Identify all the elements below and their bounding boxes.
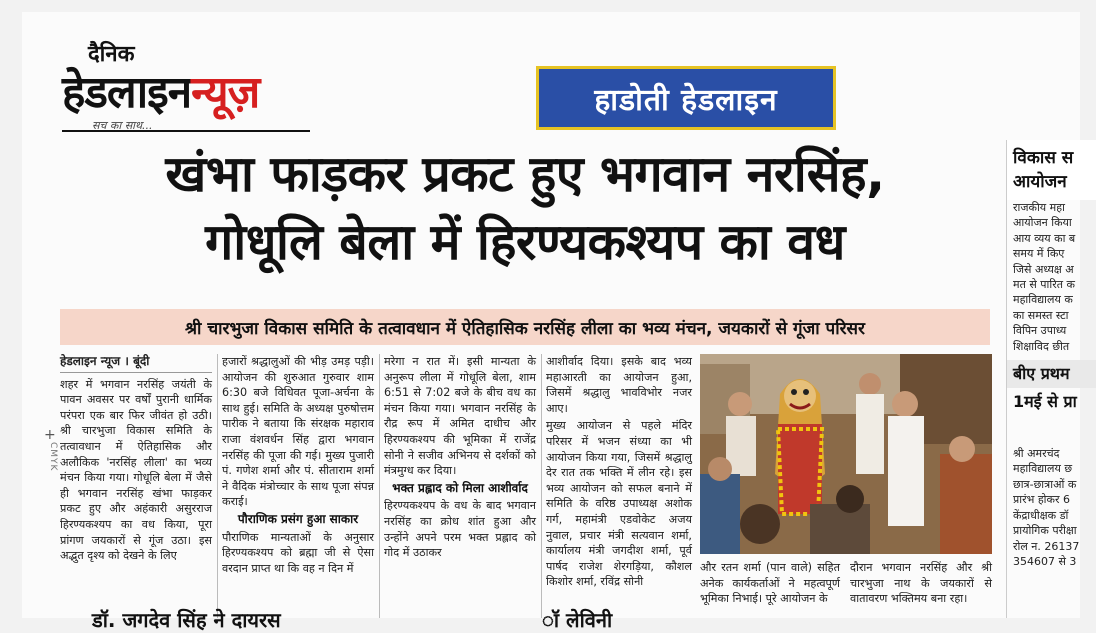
photo-caption-1: और रतन शर्मा (पान वाले) सहित अनेक कार्यकर्ताओं ने महत्वपूर्ण भूमिका निभाई। पूरे आयोजन के [700,561,840,606]
column-text: मरेगा न रात में। इसी मान्यता के अनुरूप लीला में गोधूलि बेला, शाम 6:51 से 7:02 बजे के बीच वध का मंचन किया गया। भगवान नरसिंह के रौद्र रूप में अमित दाधीच और हिरण्यकश्यप की भूमिका में राजेंद्र सोनी ने सजीव अभिनय से दर्शकों को मंत्रमुग्ध कर दिया। [384,355,536,478]
article-headline [60,140,990,276]
registration-mark: + [44,427,56,443]
newspaper-page [22,12,1080,632]
article-column-2 [222,354,374,618]
side-text-line: प्रारंभ होकर 6 [1013,493,1070,507]
cmyk-mark: CMYK [48,442,58,472]
side-text-line: समय में किए [1013,247,1065,261]
side-text-block-1 [1007,200,1096,354]
side-text-line: केंद्राधीक्षक डॉ [1013,508,1069,522]
side-text-line: महाविद्यालय क [1013,293,1073,307]
side-subheading-2: 1मई से प्रा [1013,392,1077,412]
photo-caption-2: दौरान भगवान नरसिंह और श्री चारभुजा नाथ के जयकारों से वातावरण भक्तिमय बना रहा। [850,561,992,606]
dateline: हेडलाइन न्यूज । बूंदी [60,354,212,373]
narsingh-leela-photo-illustration [700,354,992,554]
side-text-line: विपिन उपाध्य [1013,324,1067,338]
logo-tagline: सच का साथ... [92,119,153,132]
article-subheadline: श्री चारभुजा विकास समिति के तत्वावधान में ऐतिहासिक नरसिंह लीला का भव्य मंचन, जयकारों से गूंजा परिसर [60,309,990,345]
bottom-teaser-right: ॉ लेविनी [542,608,613,632]
article-photo [700,354,992,554]
side-text-line: महाविद्यालय छ [1013,462,1073,476]
column-text: शहर में भगवान नरसिंह जयंती के पावन अवसर पर वर्षों पुरानी धार्मिक परंपरा एक बार फिर जीवंत हो उठी। श्री चारभुजा विकास समिति के तत्वावधान में ऐतिहासिक और अलौकिक 'नरसिंह लीला' का भव्य मंचन किया गया। गोधूलि बेला में जैसे ही भगवान नरसिंह खंभा फाड़कर प्रकट हुए और अहंकारी असुरराज हिरण्यकश्यप का वध किया, पूरा प्रांगण जयकारों से गूंज उठा। इस अद्भुत दृश्य को देखने के लिए [60,377,212,563]
column-divider [217,354,218,618]
side-article-title [1007,140,1096,200]
section-banner: हाडोती हेडलाइन [536,66,836,130]
article-column-3 [384,354,536,618]
side-article-column [1006,140,1096,618]
column-subheading: भक्त प्रह्लाद को मिला आशीर्वाद [392,480,528,495]
side-text-line: शिक्षाविद छीत [1013,339,1070,353]
side-subheading-1: बीए प्रथम [1007,360,1096,388]
side-text-line: आय व्यय का ब [1013,231,1076,245]
article-column-4 [546,354,692,618]
bottom-teaser-left: डॉ. जगदेव सिंह ने दायरस [92,608,281,632]
side-title-line-2: आयोजन [1013,172,1067,192]
logo-main-red: न्यूज़ [191,67,260,118]
logo-main-black: हेडलाइन [62,67,192,118]
side-text-line: प्रायोगिक परीक्षा [1013,524,1077,538]
side-text-line: जिसे अध्यक्ष अ [1013,262,1074,276]
side-text-line: राजकीय महा [1013,201,1065,214]
side-text-line: श्री अमरचंद [1013,447,1060,461]
column-text: हजारों श्रद्धालुओं की भीड़ उमड़ पड़ी। आयोजन की शुरुआत गुरुवार शाम 6:30 बजे विधिवत पूजा-अर्चना के साथ हुई। समिति के अध्यक्ष पुरुषोत्तम पारीक ने बताया कि संरक्षक महाराव राजा वंशवर्धन सिंह द्वारा भगवान नरसिंह की पूजा की गई। मुख्य पुजारी पं. गणेश शर्मा और पं. सीताराम शर्मा ने वैदिक मंत्रोच्चार के साथ पूजा संपन्न कराई। [222,355,374,509]
logo-main-text [62,60,259,120]
side-text-line: आयोजन किया [1013,216,1072,230]
column-text: आशीर्वाद दिया। इसके बाद भव्य महाआरती का आयोजन हुआ, जिसमें श्रद्धालु भावविभोर नजर आए। [546,355,692,415]
side-text-line: रोल न. 26137 [1013,539,1080,553]
side-text-line: 354607 से 3 [1013,554,1077,568]
column-divider [379,354,380,618]
column-divider [541,354,542,618]
column-text: पौराणिक मान्यताओं के अनुसार हिरण्यकश्यप को ब्रह्मा जी से ऐसा वरदान प्राप्त था कि वह न दिन में [222,530,374,575]
article-column-1 [60,354,212,618]
side-text-line: का समस्त स्टा [1013,308,1069,322]
column-subheading: पौराणिक प्रसंग हुआ साकार [237,511,359,526]
side-text-block-2 [1007,446,1096,569]
newspaper-logo [62,38,310,142]
column-text: मुख्य आयोजन से पहले मंदिर परिसर में भजन संध्या का भी आयोजन किया गया, जिसमें श्रद्धालु देर रात तक भक्ति में लीन रहे। इस भव्य आयोजन को सफल बनाने में समिति के वरिष्ठ उपाध्यक्ष अशोक गर्ग, महामंत्री एडवोकेट अजय नुवाल, प्रचार मंत्री सत्यवान शर्मा, कार्यालय मंत्री जगदीश शर्मा, पूर्व पार्षद राजेश शेरगड़िया, कौशल किशोर शर्मा, रविंद्र सोनी [546,419,692,589]
side-text-line: मत से पारित क [1013,278,1075,292]
headline-line-2: गोधूलि बेला में हिरण्यकश्यप का वध [205,213,845,271]
logo-small-text: दैनिक [88,42,135,67]
side-title-line-1: विकास स [1013,148,1074,168]
headline-line-1: खंभा फाड़कर प्रकट हुए भगवान नरसिंह, [165,145,885,203]
side-text-line: छात्र-छात्राओं क [1013,477,1077,491]
column-text: हिरण्यकश्यप के वध के बाद भगवान नरसिंह का क्रोध शांत हुआ और उन्होंने अपने परम भक्त प्रह्लाद को गोद में उठाकर [384,499,536,560]
